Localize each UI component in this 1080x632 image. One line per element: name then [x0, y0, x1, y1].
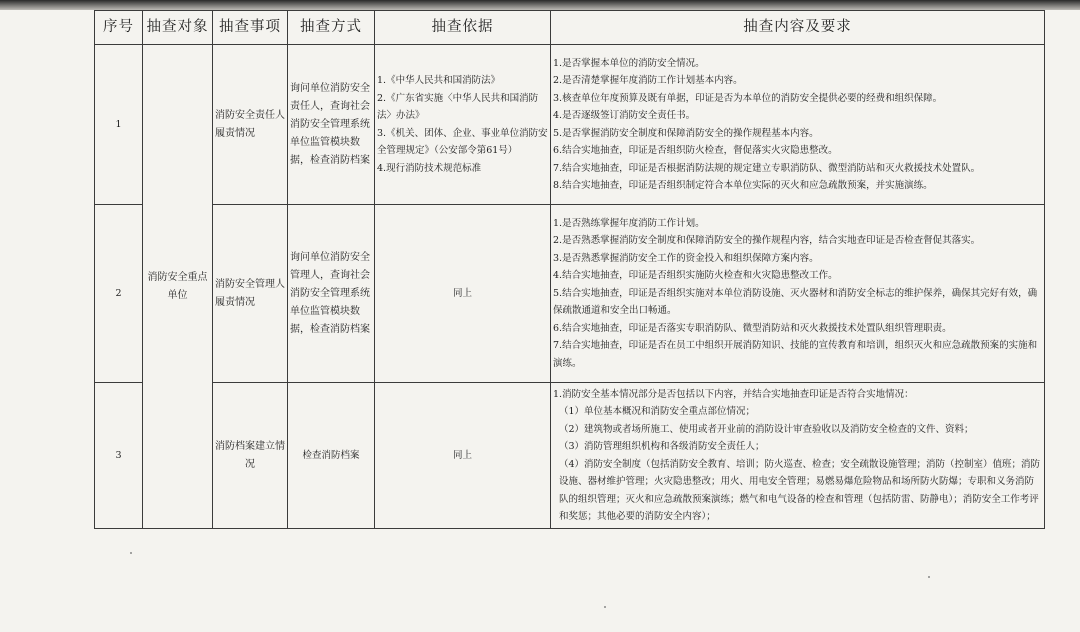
requirement-line: （1）单位基本概况和消防安全重点部位情况； — [559, 406, 756, 417]
method-cell: 检查消防档案 — [288, 383, 375, 529]
header-no: 序号 — [95, 11, 143, 45]
header-requirements: 抽查内容及要求 — [551, 11, 1045, 45]
item-cell: 消防档案建立情况 — [213, 383, 288, 529]
requirement-line: 2.是否熟悉掌握消防安全制度和保障消防安全的操作规程内容，结合实地查印证是否检查督促其落实。 — [553, 235, 981, 247]
requirement-line: 1.是否掌握本单位的消防安全情况。 — [553, 57, 705, 69]
scan-speck — [130, 552, 132, 554]
requirement-line: 7.结合实地抽查，印证是否根据消防法规的规定建立专职消防队、微型消防站和灭火救援技术处置队。 — [553, 162, 981, 174]
requirement-line: 4.是否逐级签订消防安全责任书。 — [553, 110, 696, 121]
requirement-line: 5.结合实地抽查，印证是否组织实施对本单位消防设施、灭火器材和消防安全标志的维护保养，确保其完好有效，确保疏散通道和安全出口畅通。 — [553, 287, 1038, 317]
requirement-line: 8.结合实地抽查，印证是否组织制定符合本单位实际的灭火和应急疏散预案，并实施演练。 — [553, 180, 933, 191]
scan-speck — [928, 576, 930, 578]
requirement-line: 6.结合实地抽查，印证是否落实专职消防队、微型消防站和灭火救援技术处置队组织管理职责。 — [553, 322, 952, 334]
requirement-line: 4.结合实地抽查，印证是否组织实施防火检查和火灾隐患整改工作。 — [553, 270, 838, 282]
requirement-line: 6.结合实地抽查，印证是否组织防火检查，督促落实火灾隐患整改。 — [553, 145, 838, 156]
requirements-cell — [551, 383, 1045, 529]
requirement-line: 1.是否熟练掌握年度消防工作计划。 — [553, 217, 705, 229]
requirement-line: 5.是否掌握消防安全制度和保障消防安全的操作规程基本内容。 — [553, 127, 819, 139]
header-item: 抽查事项 — [213, 11, 288, 45]
item-cell: 消防安全责任人履责情况 — [213, 45, 288, 205]
method-cell: 询问单位消防安全管理人，查询社会消防安全管理系统单位监管模块数据，检查消防档案 — [288, 205, 375, 383]
requirement-line: （3）消防管理组织机构和各级消防安全责任人； — [559, 441, 765, 452]
requirements-cell — [551, 45, 1045, 205]
header-basis: 抽查依据 — [375, 11, 551, 45]
requirement-line: 3.核查单位年度预算及既有单据，印证是否为本单位的消防安全提供必要的经费和组织保障。 — [553, 92, 943, 104]
row-number: 2 — [95, 205, 143, 383]
requirement-line: （4）消防安全制度（包括消防安全教育、培训；防火巡查、检查；安全疏散设施管理；消防（控制室）值班；消防设施、器材维护管理；火灾隐患整改；用火、用电安全管理；易燃易爆危险物品和场所防火防爆；专职和义务消防队的组织管理；灭火和应急疏散预案演练；燃气和电气设备的检查和管理（包括防雷、防静电）；消防安全工作考评和奖惩；其他必要的消防安全内容）； — [559, 458, 1041, 522]
scan-speck — [604, 606, 606, 608]
target-cell: 消防安全重点单位 — [143, 45, 213, 529]
header-target: 抽查对象 — [143, 11, 213, 45]
basis-cell: 同上 — [375, 205, 551, 383]
method-cell: 询问单位消防安全责任人，查询社会消防安全管理系统单位监管模块数据，检查消防档案 — [288, 45, 375, 205]
basis-cell: 同上 — [375, 383, 551, 529]
table-row — [95, 383, 1045, 529]
basis-line: 3.《机关、团体、企业、事业单位消防安全管理规定》（公安部令第61号） — [377, 127, 548, 156]
table-header-row — [95, 11, 1045, 45]
requirements-cell — [551, 205, 1045, 383]
header-method: 抽查方式 — [288, 11, 375, 45]
table-row — [95, 45, 1045, 205]
row-number: 3 — [95, 383, 143, 529]
requirement-line: 1.消防安全基本情况部分是否包括以下内容，并结合实地抽查印证是否符合实地情况： — [553, 388, 914, 400]
basis-line: 1.《中华人民共和国消防法》 — [377, 75, 501, 86]
requirement-line: 3.是否熟悉掌握消防安全工作的资金投入和组织保障方案内容。 — [553, 252, 819, 264]
requirement-line: （2）建筑物或者场所施工、使用或者开业前的消防设计审查验收以及消防安全检查的文件、资料； — [559, 423, 974, 435]
basis-line: 2.《广东省实施〈中华人民共和国消防法〉办法》 — [377, 92, 539, 121]
requirement-line: 2.是否清楚掌握年度消防工作计划基本内容。 — [553, 75, 743, 86]
item-cell: 消防安全管理人履责情况 — [213, 205, 288, 383]
table-row — [95, 205, 1045, 383]
basis-cell — [375, 45, 551, 205]
requirement-line: 7.结合实地抽查，印证是否在员工中组织开展消防知识、技能的宣传教育和培训，组织灭火和应急疏散预案的实施和演练。 — [553, 340, 1038, 369]
row-number: 1 — [95, 45, 143, 205]
inspection-table — [94, 10, 1045, 529]
scan-top-edge — [0, 0, 1080, 10]
basis-line: 4.现行消防技术规范标准 — [377, 162, 482, 174]
